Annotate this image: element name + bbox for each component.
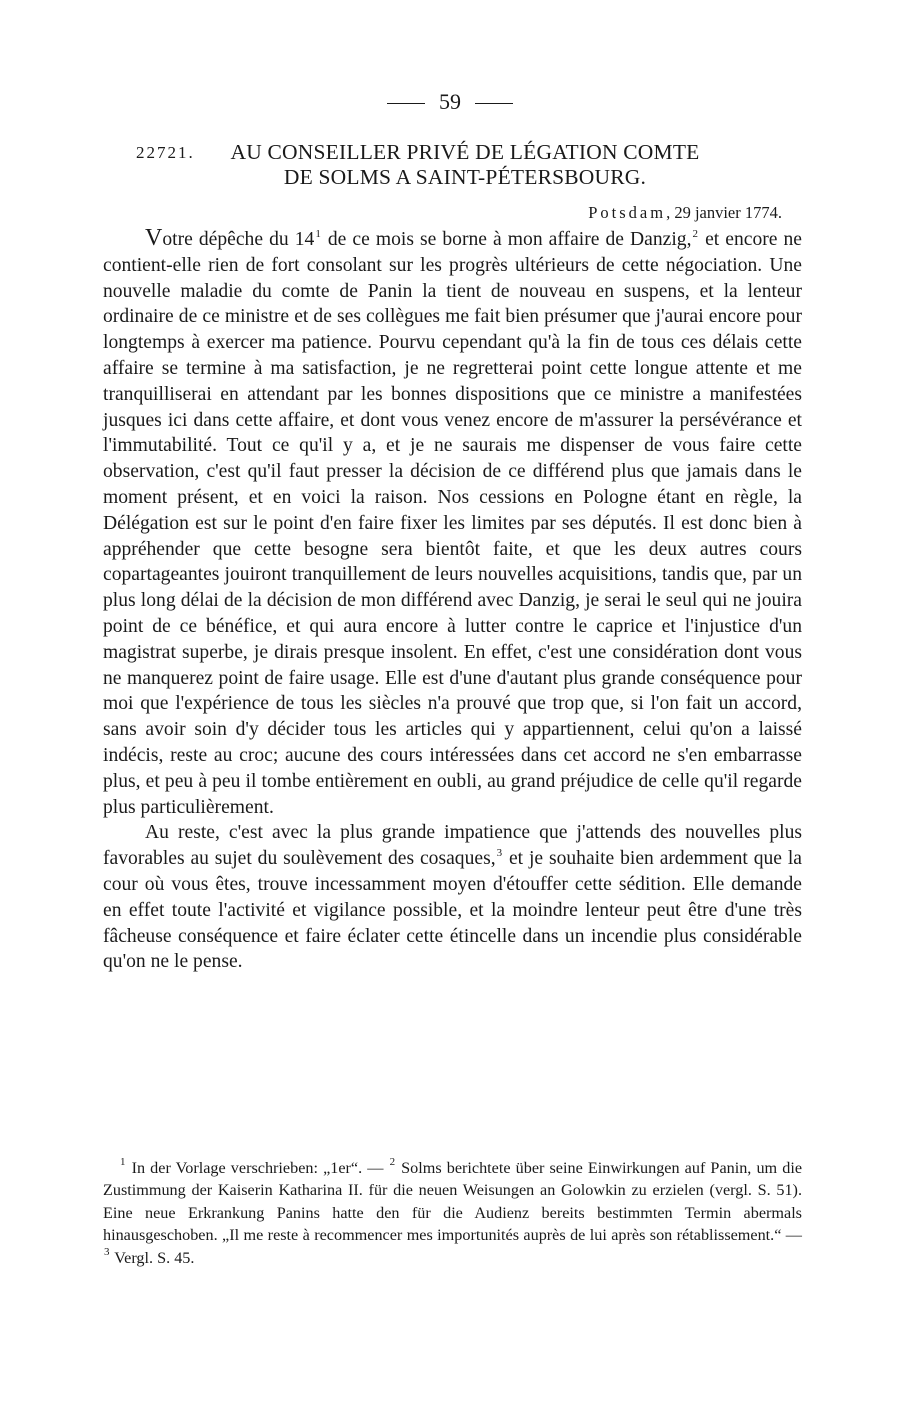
letter-title-line-2: DE SOLMS A SAINT-PÉTERSBOURG.: [283, 165, 647, 189]
footnote-2-marker: 2: [389, 1156, 396, 1168]
footnote-3-marker: 3: [104, 1245, 110, 1258]
header-rule-left: [387, 103, 425, 104]
paragraph-2-text-b: et je souhaite bien ardemment que la cour où vous êtes, trouve incessamment moyen d'étouffer cette sédition. Elle demande en effet toute l'activité et vigilance possible, et la moindre lenteur peut être d'une très fâcheuse conséquence et faire éclater cette étincelle dans un incendie plus considérable qu'on ne le pense.: [103, 848, 802, 973]
footnote-marker-1: 1: [315, 228, 321, 240]
footnote-block: [103, 1157, 802, 1269]
footnote-1-text: In der Vorlage verschrieben: „1er“. —: [126, 1159, 389, 1177]
letter-body: [103, 226, 802, 975]
footnote-2-text: Solms berichtete über seine Einwirkungen auf Panin, um die Zustimmung der Kaiserin Katharina II. für die neuen Weisungen an Golowkin zu erzielen (vergl. S. 51). Eine neue Erkrankung Panins hatte den für die Audienz bereits bestimmten Termin abermals hinausgeschoben. „Il me reste à recommencer mes importunités auprès de lui après son rétablissement.“ —: [103, 1159, 803, 1245]
footnote-3-text: Vergl. S. 45.: [110, 1248, 195, 1267]
letter-number: 22721.: [136, 143, 195, 162]
footnote-marker-3: 3: [496, 847, 503, 860]
dateline-place: Potsdam: [588, 203, 667, 222]
paragraph-1-text-b: de ce mois se borne à mon affaire de Danzig,: [321, 229, 692, 250]
dateline-date: , 29 janvier 1774.: [666, 203, 782, 222]
paragraph-initial: V: [145, 225, 163, 251]
paragraph-2-text-a: Au reste, c'est avec la plus grande impatience que j'attends des nouvelles plus favorables au sujet du soulèvement des cosaques,: [103, 822, 802, 870]
body-paragraph-1: [103, 226, 802, 820]
dateline: [588, 202, 782, 224]
letter-title: [100, 140, 800, 190]
body-paragraph-2: [103, 820, 802, 975]
header-rule-right: [475, 103, 513, 104]
footnotes: [103, 1157, 802, 1269]
paragraph-1-text-c: et encore ne contient-elle rien de fort consolant sur les progrès ultérieurs de cette négociation. Une nouvelle maladie du comte de Panin la tient de nouveau en suspens, et la lenteur ordinaire de ce ministre et de ses collègues me fait bien présumer que j'aurai encore pour longtemps à exercer ma patience. Pourvu cependant qu'à la fin de tous ces délais cette affaire se termine à ma satisfaction, je ne regretterai point cette longue attente et me tranquilliserai en attendant par les bonnes dispositions que ce ministre a manifestées jusques ici dans cette affaire, et dont vous venez encore de m'assurer la persévérance et l'immutabilité. Tout ce qu'il y a, et je ne saurais me dispenser de vous faire cette observation, c'est qu'il faut presser la décision de ce différend plus que jamais dans le moment présent, et en voici la raison. Nos cessions en Pologne étant en règle, la Délégation est sur le point d'en faire fixer les limites par ses députés. Il est donc bien à appréhender que cette besogne sera bientôt faite, et que les deux autres cours copartageantes jouiront tranquillement de leurs nouvelles acquisitions, tandis que, par un plus long délai de la décision de mon différend avec Danzig, je serai le seul qui ne jouira point de ce bénéfice, et qui aura encore à lutter contre le caprice et l'injustice d'un magistrat superbe, je dirais presque insolent. En effet, c'est une considération dont vous ne manquerez point de faire usage. Elle est d'une d'autant plus grande conséquence pour moi que l'expérience de tous les siècles n'a prouvé que trop que, si l'on fait un accord, sans avoir soin d'y décider tous les articles qui y appartiennent, celui qu'on a laissé indécis, reste au croc; aucune des cours intéressées dans cet accord ne s'en embarrasse plus, et peu à peu il tombe entièrement en oubli, au grand préjudice de celle qu'il regarde plus particulièrement.: [103, 229, 803, 818]
footnote-marker-2: 2: [692, 228, 699, 240]
letter-heading: [100, 140, 800, 190]
footnote-1-marker: 1: [120, 1156, 126, 1168]
paragraph-1-text-a: otre dépêche du 14: [162, 229, 315, 250]
letter-title-line-1: AU CONSEILLER PRIVÉ DE LÉGATION COMTE: [230, 140, 700, 164]
page-header: [0, 88, 900, 116]
page-number: 59: [439, 89, 461, 114]
